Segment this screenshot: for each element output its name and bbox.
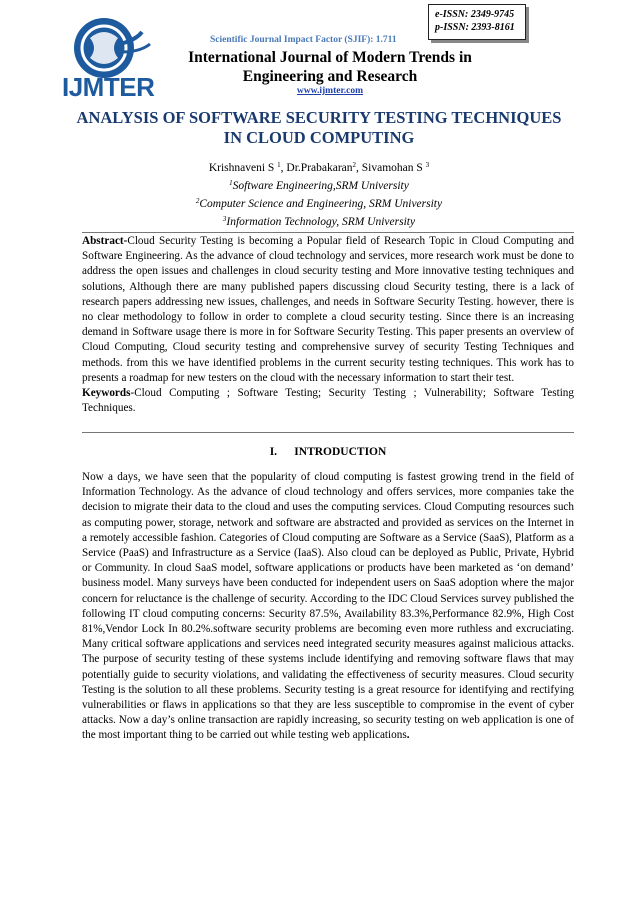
journal-url-link[interactable]: www.ijmter.com	[296, 86, 364, 96]
issn-print: p-ISSN: 2393-8161	[435, 22, 515, 33]
section-heading: I. INTRODUCTION	[269, 446, 387, 458]
abstract	[82, 234, 574, 416]
author-1-sup: 1	[277, 161, 281, 169]
affiliation-2-sup: 2	[195, 197, 200, 205]
journal-name: International Journal of Modern Trends in Engineering and Research	[188, 49, 472, 85]
affiliation-2-text: Computer Science and Engineering, SRM University	[199, 198, 443, 210]
abstract-label: Abstract-	[82, 235, 128, 247]
author-3: , Sivamohan S	[356, 162, 423, 174]
impact-factor: Scientific Journal Impact Factor (SJIF): 1.711	[210, 35, 397, 45]
paper-title: ANALYSIS OF SOFTWARE SECURITY TESTING TECHNIQUES IN CLOUD COMPUTING	[76, 108, 562, 147]
keywords-text: -Cloud Computing ; Software Testing; Security Testing ; Vulnerability; Software Testing Techniques.	[82, 387, 574, 415]
affiliation-3	[82, 212, 556, 230]
issn-electronic: e-ISSN: 2349-9745	[435, 9, 515, 20]
journal-logo-text: IJMTER	[62, 72, 155, 102]
introduction-body	[82, 470, 574, 744]
affiliation-1-text: Software Engineering,SRM University	[232, 180, 409, 192]
affiliation-1	[82, 176, 556, 194]
author-block	[82, 158, 556, 230]
affiliation-2	[82, 194, 556, 212]
affiliation-1-sup: 1	[229, 179, 233, 187]
introduction-text: Now a days, we have seen that the popularity of cloud computing is fastest growing trend in the field of Information Technology. As the advance of cloud technology and offers services, more companies take the decision to migrate their data to the cloud and uses the computing services. Cloud Computing resources such as computing power, storage, network and software are abstracted and provided as services on the Internet in a remotely accessible fashion. Categories of Cloud computing are Software as a Service (SaaS), Platform as a Service (PaaS) and Infrastructure as a Service (IaaS). Also cloud can be deployed as Public, Private, Hybrid or Community. In cloud SaaS model, software applications or products have been marketed as ‘on demand’ business model. Many surveys have been conducted for independent users on SaaS adoption where the major concern for reluctance is the challenge of security. According to the IDC Cloud Services survey published the following IT cloud computing concerns: Security 87.5%, Availability 83.3%,Performance 82.9%, High Cost 81%,Vendor Lock In 80.2%.software security problems are becoming even more ruthless and excruciating. Many critical software applications and services need integrated security measures against malicious attacks. The purpose of security testing of these systems include identifying and removing software flaws that may potentially guide to security violations, and validating the effectiveness of security measures. Cloud security Testing is the solution to all these problems. Security testing is a great resource for identifying and rectifying vulnerabilities or flaws in applications so that they are less susceptible to compromise in the event of cyber attacks. Now a day’s online transaction are rapidly increasing, so security testing on web application is one of the most important thing to be carried out while testing web applications	[82, 471, 574, 742]
affiliation-3-text: Information Technology, SRM University	[226, 216, 416, 228]
author-3-sup: 3	[425, 161, 430, 169]
introduction-end: .	[406, 729, 410, 742]
affiliation-3-sup: 3	[222, 215, 227, 223]
author-list	[82, 158, 556, 176]
divider-top	[82, 232, 574, 233]
abstract-text: Cloud Security Testing is becoming a Popular field of Research Topic in Cloud Computing and Software Engineering. As the advance of cloud technology and services, more research work must be done to address the open issues and challenges in cloud security testing and More innovative testing techniques and solutions, Although there are many published papers discussing cloud Security testing, there is a lack of research papers addressing new issues, challenges, and needs in Software Security Testing. however, there is no clear methodology to follow in order to complete a cloud security testing. Since there is an increasing demand in Software usage there is more in for Software Security Testing. This paper presents an overview of Cloud Computing, Cloud security testing and comprehensive survey of security Testing Techniques and methods. from this we have identified problems in the current security testing techniques. This work has to presents a roadmap for new testers on the cloud with the necessary information to start their test.	[82, 235, 574, 384]
keywords-label: Keywords	[82, 387, 131, 400]
author-2-sup: 2	[352, 161, 357, 169]
divider-bottom	[82, 432, 574, 433]
author-1: Krishnaveni S	[208, 162, 275, 174]
author-2: , Dr.Prabakaran	[280, 162, 353, 174]
